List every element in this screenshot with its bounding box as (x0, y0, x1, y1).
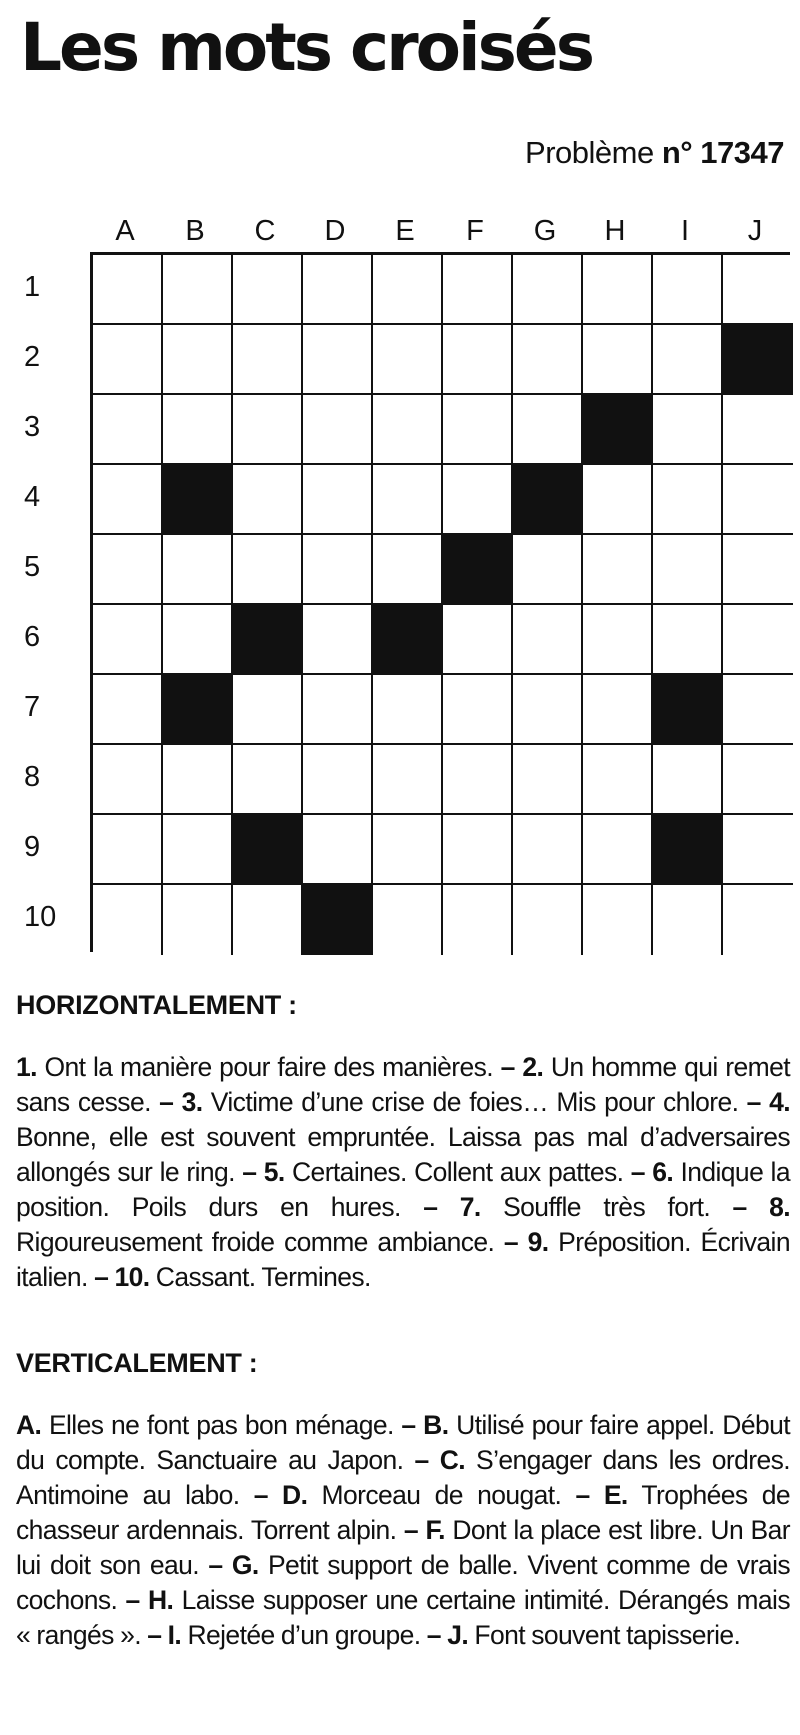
black-cell (233, 815, 303, 885)
grid-cell[interactable] (723, 465, 793, 535)
clue-text: Un homme qui remet sans cesse. (16, 1052, 790, 1117)
clue-item: – 5. Certaines. Collent aux pattes. (234, 1157, 624, 1187)
column-label: F (466, 215, 484, 247)
black-cell (513, 465, 583, 535)
clue-item: – 4. Bonne, elle est souvent empruntée. Laissa pas mal d’adversaires allongés sur le ring. (16, 1087, 791, 1187)
grid-cell[interactable] (513, 325, 583, 395)
grid-cell[interactable] (723, 745, 793, 815)
column-label: I (680, 215, 690, 247)
problem-number (525, 135, 784, 171)
grid-cell[interactable] (163, 325, 233, 395)
grid-cell[interactable] (233, 325, 303, 395)
clue-item: – I. Rejetée d’un groupe. (141, 1620, 421, 1650)
grid-cell[interactable] (653, 535, 723, 605)
clue-item: – B. Utilisé pour faire appel. Début du compte. Sanctuaire au Japon. (16, 1410, 791, 1475)
clue-number: J. (447, 1620, 469, 1650)
clue-number: F. (425, 1515, 445, 1545)
grid-cell[interactable] (583, 745, 653, 815)
black-cell (373, 605, 443, 675)
clue-item: – F. Dont la place est libre. Un Bar lui doit son eau. (16, 1515, 790, 1580)
page-title: Les mots croisés (20, 9, 592, 86)
clue-number: 7. (459, 1192, 481, 1222)
black-cell (723, 325, 793, 395)
clue-item: – 7. Souffle très fort. (400, 1192, 711, 1222)
clue-text: Ont la manière pour faire des manières. (44, 1052, 494, 1082)
grid-cell[interactable] (93, 745, 163, 815)
grid-cell[interactable] (443, 675, 513, 745)
clue-number: E. (603, 1480, 628, 1510)
grid-cell[interactable] (93, 255, 163, 325)
grid-cell[interactable] (443, 395, 513, 465)
clue-item: – 3. Victime d’une crise de foies… Mis pour chlore. (150, 1087, 739, 1117)
grid-cell[interactable] (443, 605, 513, 675)
grid-cell[interactable] (583, 605, 653, 675)
column-label: H (604, 215, 626, 247)
grid-cell[interactable] (233, 885, 303, 955)
grid-cell[interactable] (443, 745, 513, 815)
row-labels (0, 252, 90, 952)
clue-item: – 9. Préposition. Écrivain italien. (16, 1227, 790, 1292)
grid-cell[interactable] (303, 535, 373, 605)
grid-cell[interactable] (163, 535, 233, 605)
grid-cell[interactable] (583, 535, 653, 605)
clue-number: 9. (527, 1227, 549, 1257)
clue-text: Cassant. Termines. (155, 1262, 371, 1292)
clue-item: – G. Petit support de balle. Vivent comme de vrais cochons. (16, 1550, 791, 1615)
grid-cell[interactable] (93, 885, 163, 955)
black-cell (653, 815, 723, 885)
grid-cell[interactable] (93, 395, 163, 465)
grid-cell[interactable] (303, 395, 373, 465)
clue-item: – 10. Cassant. Termines. (87, 1262, 371, 1292)
clue-item: – E. Trophées de chasseur ardennais. Torrent alpin. (16, 1480, 790, 1545)
vertical-clues (16, 1408, 790, 1653)
grid-cell[interactable] (723, 885, 793, 955)
grid-cell[interactable] (303, 745, 373, 815)
problem-number-value: n° 17347 (661, 135, 784, 170)
grid-cell[interactable] (723, 675, 793, 745)
grid-cell[interactable] (93, 325, 163, 395)
black-cell (233, 605, 303, 675)
grid-cell[interactable] (303, 465, 373, 535)
grid-cell[interactable] (723, 535, 793, 605)
clue-text: Petit support de balle. Vivent comme de vrais cochons. (16, 1550, 791, 1615)
grid-cell[interactable] (93, 535, 163, 605)
grid-cell[interactable] (723, 395, 793, 465)
column-label: J (747, 215, 763, 247)
clue-number: D. (282, 1480, 308, 1510)
grid-cell[interactable] (513, 675, 583, 745)
clue-number: 4. (769, 1087, 791, 1117)
grid-cell[interactable] (303, 255, 373, 325)
row-label: 2 (24, 341, 41, 373)
clue-number: H. (147, 1585, 174, 1615)
grid-cell[interactable] (513, 605, 583, 675)
column-label: B (185, 215, 205, 247)
grid-cell[interactable] (303, 325, 373, 395)
clue-text: Préposition. Écrivain italien. (16, 1227, 790, 1292)
clue-number: 1. (16, 1052, 37, 1082)
grid-cell[interactable] (373, 465, 443, 535)
clue-text: Rejetée d’un groupe. (187, 1620, 421, 1650)
clue-text: Font souvent tapisserie. (474, 1620, 741, 1650)
column-label: G (533, 215, 557, 247)
clue-number: 8. (769, 1192, 791, 1222)
grid-cell[interactable] (233, 395, 303, 465)
clue-text: Rigoureusement froide comme ambiance. (16, 1227, 495, 1257)
grid-cell[interactable] (443, 255, 513, 325)
grid-cell[interactable] (373, 885, 443, 955)
clue-text: S’engager dans les ordres. Antimoine au labo. (16, 1445, 791, 1510)
clue-text: Souffle très fort. (503, 1192, 711, 1222)
clue-number: I. (167, 1620, 182, 1650)
clue-text: Dont la place est libre. Un Bar lui doit son eau. (16, 1515, 790, 1580)
grid-cell[interactable] (233, 535, 303, 605)
grid-cell[interactable] (163, 605, 233, 675)
grid-cell[interactable] (583, 815, 653, 885)
clue-number: B. (423, 1410, 449, 1440)
clue-item: – 2. Un homme qui remet sans cesse. (16, 1052, 790, 1117)
grid-cell[interactable] (723, 815, 793, 885)
clue-item (16, 1410, 394, 1440)
clue-number: 10. (114, 1262, 150, 1292)
grid-cell[interactable] (583, 325, 653, 395)
grid-cell[interactable] (653, 325, 723, 395)
clue-item: – 8. Rigoureusement froide comme ambiance. (16, 1192, 791, 1257)
grid-cell[interactable] (513, 535, 583, 605)
clue-number: 5. (263, 1157, 285, 1187)
row-label: 4 (24, 481, 41, 513)
column-label: A (115, 215, 135, 247)
horizontal-clues (16, 1050, 790, 1295)
row-label: 1 (24, 271, 41, 303)
black-cell (163, 675, 233, 745)
grid-cell[interactable] (373, 255, 443, 325)
clue-item: – C. S’engager dans les ordres. Antimoine au labo. (16, 1445, 791, 1510)
column-label: E (395, 215, 415, 247)
row-label: 9 (24, 831, 41, 863)
grid-cell[interactable] (303, 815, 373, 885)
clue-number: 2. (522, 1052, 544, 1082)
grid-cell[interactable] (513, 255, 583, 325)
clue-text: Certaines. Collent aux pattes. (292, 1157, 624, 1187)
problem-label: Problème (525, 135, 654, 170)
column-labels (90, 215, 790, 251)
grid-cell[interactable] (443, 465, 513, 535)
grid-cell[interactable] (93, 815, 163, 885)
row-label: 6 (24, 621, 41, 653)
grid-cell[interactable] (513, 815, 583, 885)
grid-cell[interactable] (373, 745, 443, 815)
grid-cell[interactable] (373, 535, 443, 605)
grid-cell[interactable] (233, 255, 303, 325)
grid-cell[interactable] (303, 675, 373, 745)
grid-cell[interactable] (373, 675, 443, 745)
grid-cell[interactable] (513, 885, 583, 955)
grid-cell[interactable] (163, 395, 233, 465)
clue-number: C. (439, 1445, 465, 1475)
clue-item: – H. Laisse supposer une certaine intimité. Dérangés mais « rangés ». (16, 1585, 790, 1650)
crossword-grid[interactable] (90, 252, 790, 952)
vertical-heading: VERTICALEMENT : (16, 1348, 258, 1378)
clue-text: Trophées de chasseur ardennais. Torrent alpin. (16, 1480, 790, 1545)
grid-cell[interactable] (163, 815, 233, 885)
clue-item: – 6. Indique la position. Poils durs en hures. (16, 1157, 790, 1222)
clue-text: Laisse supposer une certaine intimité. Dérangés mais « rangés ». (16, 1585, 790, 1650)
grid-cell[interactable] (653, 605, 723, 675)
clue-item: – J. Font souvent tapisserie. (420, 1620, 741, 1650)
grid-cell[interactable] (513, 395, 583, 465)
clue-text: Victime d’une crise de foies… Mis pour chlore. (210, 1087, 739, 1117)
clue-text: Bonne, elle est souvent empruntée. Laissa pas mal d’adversaires allongés sur le ring. (16, 1122, 790, 1187)
clue-number: 3. (181, 1087, 203, 1117)
grid-cell[interactable] (373, 395, 443, 465)
grid-cell[interactable] (163, 255, 233, 325)
row-label: 5 (24, 551, 41, 583)
black-cell (653, 675, 723, 745)
clue-text: Indique la position. Poils durs en hures. (16, 1157, 790, 1222)
clue-number: G. (231, 1550, 259, 1580)
grid-cell[interactable] (653, 465, 723, 535)
grid-cell[interactable] (443, 815, 513, 885)
grid-cell[interactable] (583, 885, 653, 955)
grid-cell[interactable] (373, 815, 443, 885)
grid-cell[interactable] (163, 745, 233, 815)
grid-cell[interactable] (723, 255, 793, 325)
horizontal-heading: HORIZONTALEMENT : (16, 990, 297, 1020)
grid-cell[interactable] (653, 255, 723, 325)
clue-number: 6. (652, 1157, 674, 1187)
row-label: 3 (24, 411, 41, 443)
grid-cell[interactable] (233, 675, 303, 745)
column-label: D (324, 215, 346, 247)
clue-number: A. (16, 1410, 42, 1440)
row-label: 7 (24, 691, 41, 723)
grid-cell[interactable] (583, 675, 653, 745)
row-label: 8 (24, 761, 41, 793)
black-cell (443, 535, 513, 605)
grid-cell[interactable] (513, 745, 583, 815)
grid-cell[interactable] (723, 605, 793, 675)
grid-cell[interactable] (373, 325, 443, 395)
grid-cell[interactable] (583, 255, 653, 325)
grid-cell[interactable] (93, 675, 163, 745)
grid-cell[interactable] (443, 325, 513, 395)
grid-cell[interactable] (653, 395, 723, 465)
grid-cell[interactable] (653, 745, 723, 815)
grid-cell[interactable] (653, 885, 723, 955)
grid-cell[interactable] (93, 605, 163, 675)
black-cell (163, 465, 233, 535)
clue-text: Elles ne font pas bon ménage. (48, 1410, 394, 1440)
grid-cell[interactable] (233, 745, 303, 815)
column-label: C (254, 215, 276, 247)
black-cell (303, 885, 373, 955)
row-label: 10 (24, 901, 57, 933)
clue-text: Utilisé pour faire appel. Début du compte. Sanctuaire au Japon. (16, 1410, 791, 1475)
grid-cell[interactable] (233, 465, 303, 535)
grid-cell[interactable] (163, 885, 233, 955)
clue-item (16, 1052, 493, 1082)
grid-cell[interactable] (443, 885, 513, 955)
grid-cell[interactable] (303, 605, 373, 675)
clue-item: – D. Morceau de nougat. (239, 1480, 562, 1510)
grid-cell[interactable] (93, 465, 163, 535)
black-cell (583, 395, 653, 465)
clue-text: Morceau de nougat. (321, 1480, 562, 1510)
grid-cell[interactable] (583, 465, 653, 535)
